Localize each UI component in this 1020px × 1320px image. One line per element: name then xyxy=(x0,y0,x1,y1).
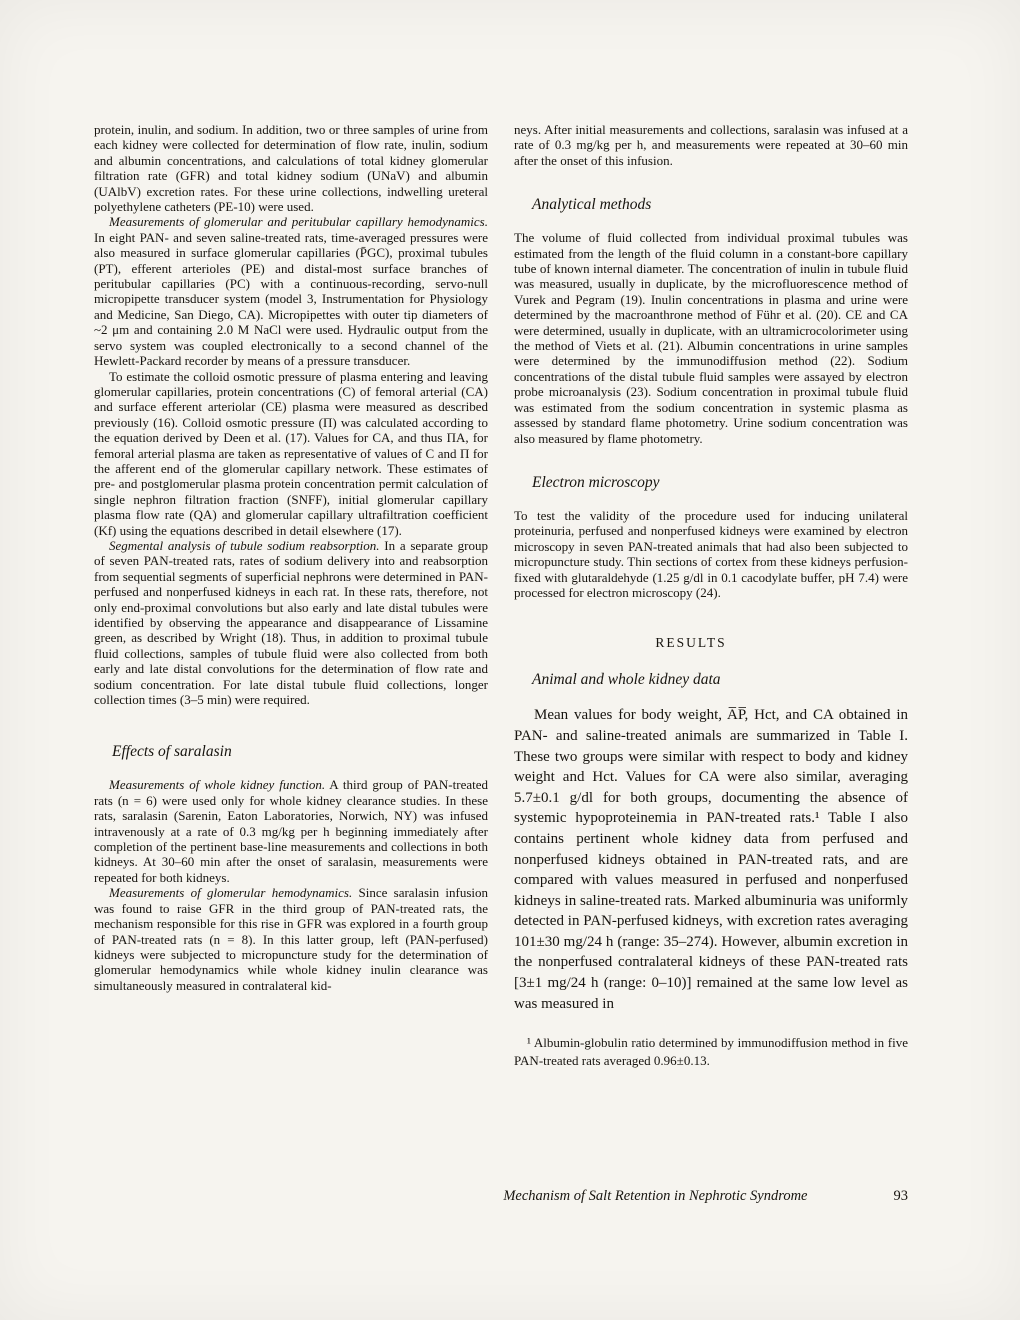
run-in-heading: Measurements of glomerular hemodynamics. xyxy=(109,885,353,901)
run-in-heading: Measurements of glomerular and peritubular capillary hemodynamics. xyxy=(109,214,488,230)
text-columns xyxy=(94,122,908,1069)
paragraph-continuation: neys. After initial measurements and collections, saralasin was infused at a rate of 0.3 mg/kg per h, and measurements were repeated at 30–60 min after the onset of this infusion. xyxy=(514,122,908,168)
section-heading-analytical-methods: Analytical methods xyxy=(532,196,652,214)
paragraph: To estimate the colloid osmotic pressure of plasma entering and leaving glomerular capillaries, protein concentrations (C) of femoral arterial (CA) and surface efferent arteriolar (CE) plasma were measured as described previously (16). Colloid osmotic pressure (Π) was calculated according to the equation derived by Deen et al. (17). Values for CA, and thus ΠA, for femoral arterial plasma are taken as representative of values of C and Π for the afferent end of the glomerular capillary network. These estimates of pre- and postglomerular plasma protein concentration permit calculation of single nephron filtration fraction (SNFF), initial glomerular capillary plasma flow rate (QA) and glomerular capillary ultrafiltration coefficient (Kf) using the equations described in detail elsewhere (17). xyxy=(94,368,488,538)
paragraph-continuation: protein, inulin, and sodium. In addition, two or three samples of urine from each kidney were collected for determination of flow rate, inulin, sodium and albumin concentrations, and calculations of total kidney glomerular filtration rate (GFR) and total kidney sodium (UNaV) and albumin (UAlbV) excretion rates. For these urine collections, indwelling ureteral polyethylene catheters (PE-10) were used. xyxy=(94,122,488,215)
run-in-heading: Measurements of whole kidney function. xyxy=(109,777,326,793)
paragraph xyxy=(94,777,488,885)
page-footer xyxy=(94,1188,908,1205)
paragraph-text: In eight PAN- and seven saline-treated rats, time-averaged pressures were also measured in surface glomerular capillaries (P̄GC), proximal tubules (PT), efferent arterioles (PE) and distal-most surface branches of peritubular capillaries (PC) with a continuous-recording, servo-null micropipette transducer system (model 3, Instrumentation for Physiology and Medicine, San Diego, CA). Micropipettes with outer tip diameters of ~2 μm and containing 2.0 M NaCl were used. Hydraulic output from the servo system was coupled electronically to a second channel of the Hewlett-Packard recorder by means of a pressure transducer. xyxy=(94,229,488,369)
running-title: Mechanism of Salt Retention in Nephrotic Syndrome xyxy=(503,1188,808,1204)
paragraph-text: A third group of PAN-treated rats (n = 6) were used only for whole kidney clearance studies. In these rats, saralasin (Sarenin, Eaton Laboratories, Norwich, NY) was infused intravenously at a rate of 0.3 mg/kg per h beginning immediately after completion of the pertinent base-line measurements and collections in both kidneys. At 30–60 min after the onset of saralasin, measurements were repeated for both kidneys. xyxy=(94,777,488,885)
paragraph-text: In a separate group of seven PAN-treated rats, rates of sodium delivery into and reabsorption from sequential segments of superficial nephrons were determined in PAN-perfused and nonperfused kidneys in each rat. In these rats, therefore, not only end-proximal convolutions but also early and late distal tubules were identified by observing the appearance and disappearance of Lissamine green, as described by Wright (18). Thus, in addition to proximal tubule fluid collections, samples of tubule fluid were also collected from both early and late distal convolutions for the determination of flow rate and sodium concentration. For late distal tubule fluid collections, longer collection times (3–5 min) were required. xyxy=(94,537,488,708)
paragraph: To test the validity of the procedure used for inducing unilateral proteinuria, perfused and nonperfused kidneys were examined by electron microscopy in seven PAN-treated animals that had also been subjected to micropuncture study. Thin sections of cortex from these kidneys perfusion-fixed with glutaraldehyde (1.25 g/dl in 0.1 cacodylate buffer, pH 7.4) were processed for electron microscopy (24). xyxy=(514,507,908,600)
paragraph-text: Since saralasin infusion was found to raise GFR in the third group of PAN-treated rats, the mechanism responsible for this rise in GFR was explored in a fourth group of PAN-treated rats (n = 8). In this latter group, left (PAN-perfused) kidneys were subjected to micropuncture study for the determination of glomerular hemodynamics while whole kidney inulin clearance was simultaneously measured in contralateral kid- xyxy=(94,885,488,993)
paragraph xyxy=(94,885,488,993)
section-heading-electron-microscopy: Electron microscopy xyxy=(532,473,660,491)
paragraph xyxy=(94,538,488,707)
footnote: ¹ Albumin-globulin ratio determined by immunodiffusion method in five PAN-treated rats averaged 0.96±0.13. xyxy=(514,1035,908,1068)
right-column xyxy=(514,122,908,1069)
section-heading-effects-of-saralasin: Effects of saralasin xyxy=(112,743,232,761)
left-column xyxy=(94,122,488,1069)
run-in-heading: Segmental analysis of tubule sodium reabsorption. xyxy=(109,537,380,553)
paragraph xyxy=(94,214,488,368)
page-number: 93 xyxy=(893,1188,908,1204)
section-heading-results: RESULTS xyxy=(655,635,727,651)
results-paragraph: Mean values for body weight, A̅P̅, Hct, and CA obtained in PAN- and saline-treated animals are summarized in Table I. These two groups were similar with respect to body and kidney weight and Hct. Values for CA were also similar, averaging 5.7±0.1 g/dl for both groups, documenting the absence of systemic hypoproteinemia in PAN-treated rats.¹ Table I also contains pertinent whole kidney data from perfused and nonperfused kidneys obtained in PAN-treated rats, and are compared with values measured in perfused and nonperfused kidneys in saline-treated rats. Marked albuminuria was uniformly detected in PAN-perfused kidneys, with excretion rates averaging 101±30 mg/24 h (range: 35–274). However, albumin excretion in the nonperfused contralateral kidneys of these PAN-treated rats [3±1 mg/24 h (range: 0–10)] remained at the same low level as was measured in xyxy=(514,707,908,1012)
paragraph: The volume of fluid collected from individual proximal tubules was estimated from the length of the fluid column in a constant-bore capillary tube of known internal diameter. The concentration of inulin in tubule fluid was measured, usually in duplicate, by the microfluorescence method of Vurek and Pegram (19). Inulin concentrations in plasma and urine were determined by the macroanthrone method of Führ et al. (20). CE and CA were determined, usually in duplicate, with an ultramicrocolorimeter using the method of Viets et al. (21). Albumin concentrations in urine samples were determined by the immunodiffusion method (22). Sodium concentrations of the distal tubule fluid samples were assayed by electron probe microanalysis (23). Sodium concentration in proximal tubule fluid was estimated from the sodium concentration in systemic plasma as assessed by standard flame photometry. Urine sodium concentration was also measured by flame photometry. xyxy=(514,230,908,446)
section-heading-animal-whole-kidney-data: Animal and whole kidney data xyxy=(532,671,721,689)
